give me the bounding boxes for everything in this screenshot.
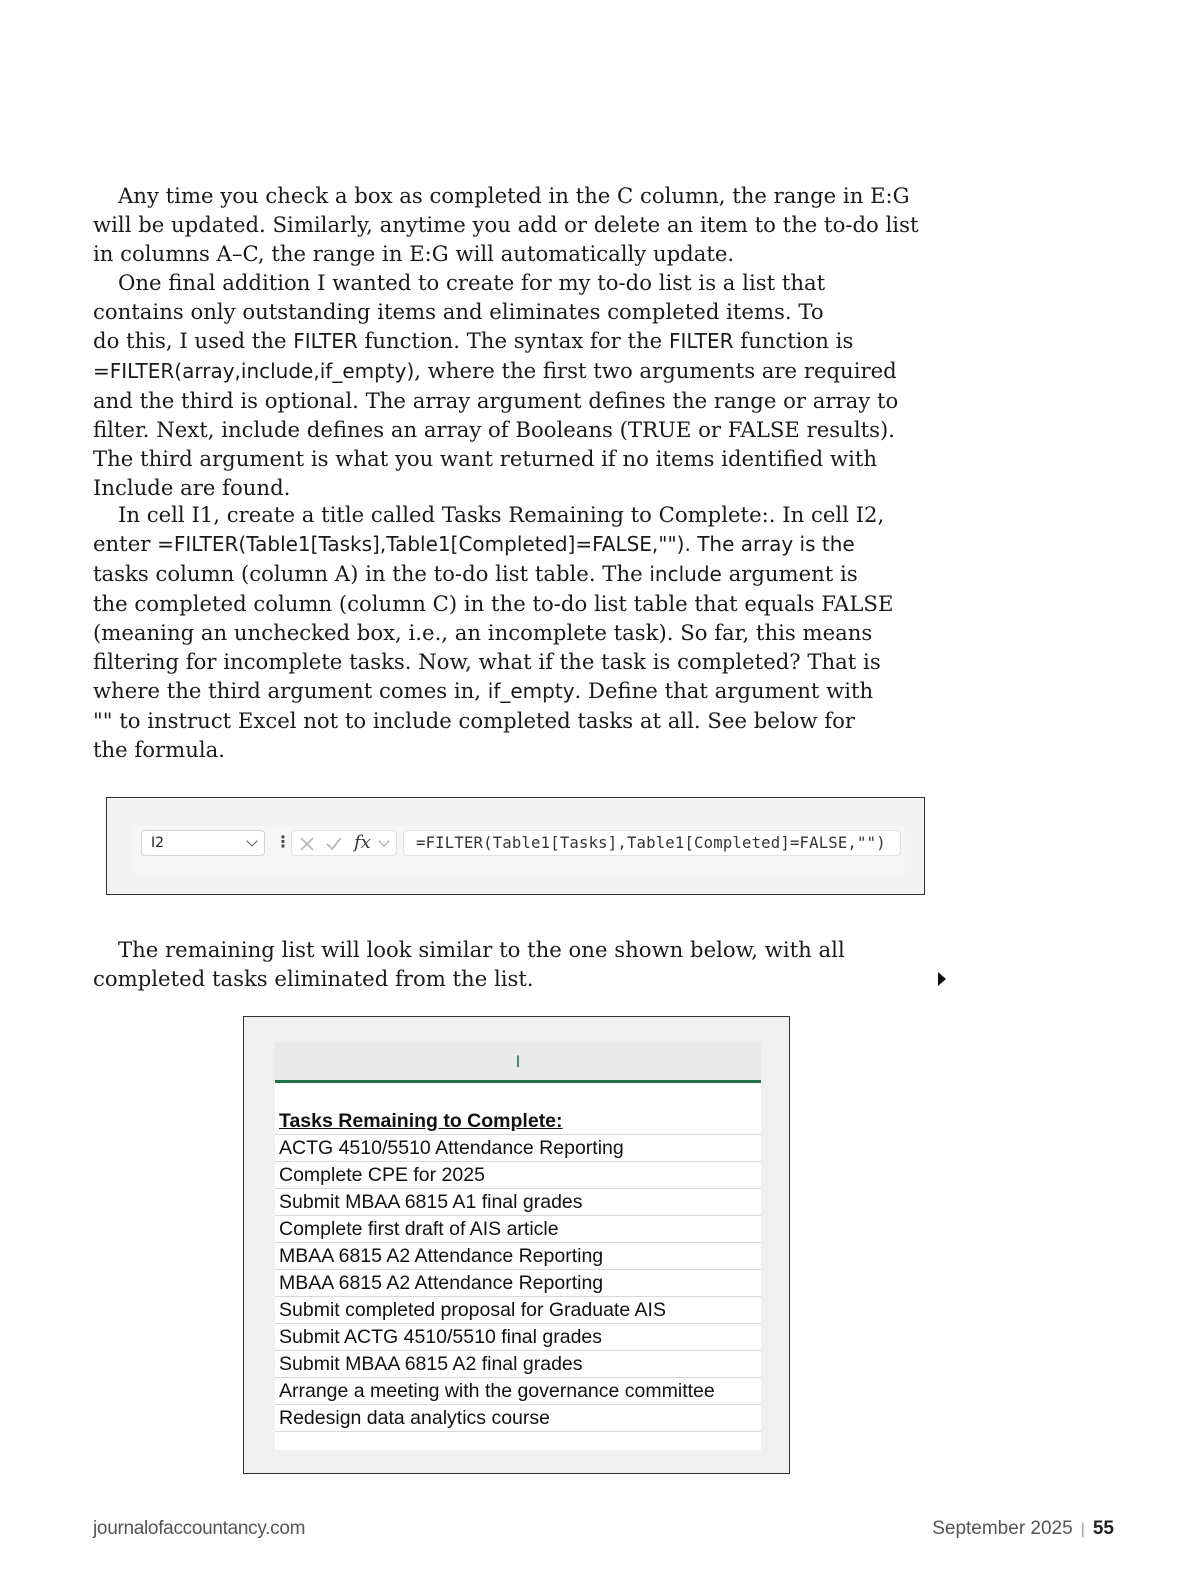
task-rows xyxy=(275,1108,761,1432)
paragraph-4 xyxy=(93,935,953,993)
text-line: The third argument is what you want returned if no items identified with xyxy=(93,446,878,471)
list-item[interactable]: Complete CPE for 2025 xyxy=(275,1162,761,1189)
list-item[interactable]: ACTG 4510/5510 Attendance Reporting xyxy=(275,1135,761,1162)
list-item[interactable]: Submit ACTG 4510/5510 final grades xyxy=(275,1324,761,1351)
text-run: argument is xyxy=(721,561,858,586)
list-item[interactable]: Submit completed proposal for Graduate AIS xyxy=(275,1297,761,1324)
footer-date: September 2025 xyxy=(932,1518,1073,1539)
chevron-down-icon[interactable] xyxy=(246,835,257,846)
text-line: contains only outstanding items and eliminates completed items. To xyxy=(93,299,824,324)
text-run: where the third argument comes in, xyxy=(93,678,488,703)
footer-site: journalofaccountancy.com xyxy=(93,1518,306,1539)
list-item[interactable]: Redesign data analytics course xyxy=(275,1405,761,1432)
text-line: the completed column (column C) in the to-do list table that equals FALSE xyxy=(93,591,894,616)
text-run: function is xyxy=(733,328,854,353)
text-run: . The array is the xyxy=(684,532,855,556)
code-run: =FILTER(array,include,if_empty) xyxy=(93,359,415,383)
continue-arrow-icon xyxy=(938,972,946,986)
text-line: "" to instruct Excel not to include completed tasks at all. See below for xyxy=(93,708,855,733)
text-line: In cell I1, create a title called Tasks Remaining to Complete:. In cell I2, xyxy=(118,502,885,527)
insert-function-icon[interactable]: fx xyxy=(354,832,371,853)
column-header-label: I xyxy=(515,1052,521,1071)
formula-bar xyxy=(133,826,905,874)
text-run: do this, I used the xyxy=(93,328,294,353)
text-line: (meaning an unchecked box, i.e., an incomplete task). So far, this means xyxy=(93,620,873,645)
spreadsheet xyxy=(275,1042,761,1450)
enter-icon[interactable] xyxy=(326,837,342,851)
code-run: =FILTER(Table1[Tasks],Table1[Completed]=FALSE,"") xyxy=(157,532,685,556)
formula-buttons xyxy=(291,830,397,856)
chevron-down-icon[interactable] xyxy=(378,835,389,846)
text-line xyxy=(93,559,953,589)
text-line: will be updated. Similarly, anytime you add or delete an item to the to-do list xyxy=(93,212,919,237)
text-run: enter xyxy=(93,531,158,556)
text-line: Any time you check a box as completed in the C column, the range in E:G xyxy=(118,183,910,208)
text-run: , where the first two arguments are required xyxy=(414,358,897,383)
text-run: tasks column (column A) in the to-do list table. The xyxy=(93,561,650,586)
text-line: the formula. xyxy=(93,737,226,762)
paragraph-1 xyxy=(93,181,953,268)
text-line: in columns A–C, the range in E:G will automatically update. xyxy=(93,241,735,266)
list-item[interactable]: Submit MBAA 6815 A1 final grades xyxy=(275,1189,761,1216)
text-line: Include are found. xyxy=(93,475,291,500)
list-item[interactable]: Submit MBAA 6815 A2 final grades xyxy=(275,1351,761,1378)
name-box[interactable] xyxy=(141,830,265,856)
code-run: if_empty xyxy=(487,679,575,703)
more-options-icon[interactable]: ⋮ xyxy=(275,832,291,851)
formula-bar-screenshot xyxy=(106,797,925,895)
code-run: FILTER xyxy=(668,329,734,353)
text-line: completed tasks eliminated from the list. xyxy=(93,966,534,991)
paragraph-3 xyxy=(93,500,953,764)
code-run: include xyxy=(649,562,722,586)
text-line: filtering for incomplete tasks. Now, what if the task is completed? That is xyxy=(93,649,881,674)
code-run: FILTER xyxy=(293,329,358,353)
list-item[interactable]: MBAA 6815 A2 Attendance Reporting xyxy=(275,1243,761,1270)
text-run: . Define that argument with xyxy=(574,678,874,703)
column-header[interactable] xyxy=(275,1042,761,1083)
text-line xyxy=(93,529,953,559)
list-item[interactable]: Complete first draft of AIS article xyxy=(275,1216,761,1243)
cancel-icon[interactable] xyxy=(300,837,314,851)
footer-separator: | xyxy=(1080,1521,1085,1538)
text-line: One final addition I wanted to create for my to-do list is a list that xyxy=(118,270,826,295)
footer-page-info xyxy=(932,1518,1114,1540)
text-line: filter. Next, include defines an array of Booleans (TRUE or FALSE results). xyxy=(93,417,895,442)
paragraph-2 xyxy=(93,268,953,502)
page-number: 55 xyxy=(1092,1518,1114,1539)
task-list-title[interactable]: Tasks Remaining to Complete: xyxy=(275,1108,761,1135)
text-line xyxy=(93,676,953,706)
list-item[interactable]: Arrange a meeting with the governance committee xyxy=(275,1378,761,1405)
formula-input[interactable] xyxy=(403,830,901,856)
text-line: and the third is optional. The array argument defines the range or array to xyxy=(93,388,899,413)
formula-text: =FILTER(Table1[Tasks],Table1[Completed]=FALSE,"") xyxy=(416,834,886,852)
name-box-value: I2 xyxy=(151,835,165,851)
text-line xyxy=(93,356,953,386)
list-item[interactable]: MBAA 6815 A2 Attendance Reporting xyxy=(275,1270,761,1297)
text-run: function. The syntax for the xyxy=(357,328,669,353)
text-line xyxy=(93,326,953,356)
text-line: The remaining list will look similar to the one shown below, with all xyxy=(118,937,845,962)
task-list-screenshot xyxy=(243,1016,790,1474)
